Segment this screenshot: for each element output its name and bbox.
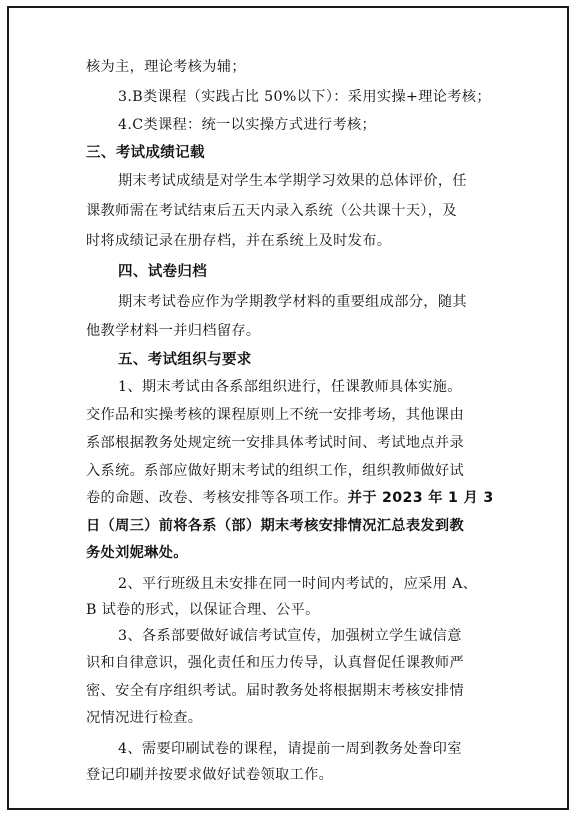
- text-line: 1、期末考试由各系部组织进行，任课教师具体实施。: [118, 379, 462, 395]
- text-line: 交作品和实操考核的课程原则上不统一安排考场，其他课由: [86, 407, 464, 423]
- text-line: [86, 488, 494, 508]
- section-heading: 三、考试成绩记载: [86, 145, 205, 161]
- text-line: 密、安全有序组织考试。届时教务处将根据期末考核安排情: [86, 683, 464, 699]
- text-line: 课教师需在考试结束后五天内录入系统（公共课十天），及: [86, 203, 457, 219]
- text-line: 期末考试卷应作为学期教学材料的重要组成部分，随其: [118, 294, 467, 310]
- text-segment: 卷的命题、改卷、考核安排等各项工作。: [86, 490, 348, 506]
- text-line: 系部根据教务处规定统一安排具体考试时间、考试地点并录: [86, 435, 464, 451]
- text-line: B 试卷的形式，以保证合理、公平。: [86, 602, 320, 618]
- text-line: 核为主，理论考核为辅；: [86, 59, 246, 75]
- text-line: 期末考试成绩是对学生本学期学习效果的总体评价，任: [118, 173, 467, 189]
- text-line: 他教学材料一并归档留存。: [86, 323, 261, 339]
- text-line: 4.C类课程：统一以实操方式进行考核；: [118, 117, 377, 133]
- deadline-text: 并于 2023 年 1 月 3: [347, 490, 494, 506]
- text-line: 4、需要印刷试卷的课程，请提前一周到教务处誊印室: [118, 741, 462, 757]
- text-line: 登记印刷并按要求做好试卷领取工作。: [86, 767, 334, 783]
- text-line: 时将成绩记录在册存档，并在系统上及时发布。: [86, 233, 392, 249]
- text-line: 况情况进行检查。: [86, 710, 203, 726]
- deadline-text: 务处刘妮琳处。: [86, 545, 188, 561]
- text-line: 入系统。系部应做好期末考试的组织工作，组织教师做好试: [86, 463, 464, 479]
- section-heading: 五、考试组织与要求: [118, 352, 252, 368]
- text-line: 识和自律意识，强化责任和压力传导，认真督促任课教师严: [86, 655, 464, 671]
- deadline-text: 日（周三）前将各系（部）期末考核安排情况汇总表发到教: [86, 518, 464, 534]
- text-line: 2、平行班级且未安排在同一时间内考试的，应采用 A、: [118, 576, 478, 592]
- text-line: 3.B类课程（实践占比 50%以下）：采用实操+理论考核；: [118, 89, 491, 105]
- section-heading: 四、试卷归档: [118, 264, 208, 280]
- text-line: 3、各系部要做好诚信考试宣传，加强树立学生诚信意: [118, 628, 462, 644]
